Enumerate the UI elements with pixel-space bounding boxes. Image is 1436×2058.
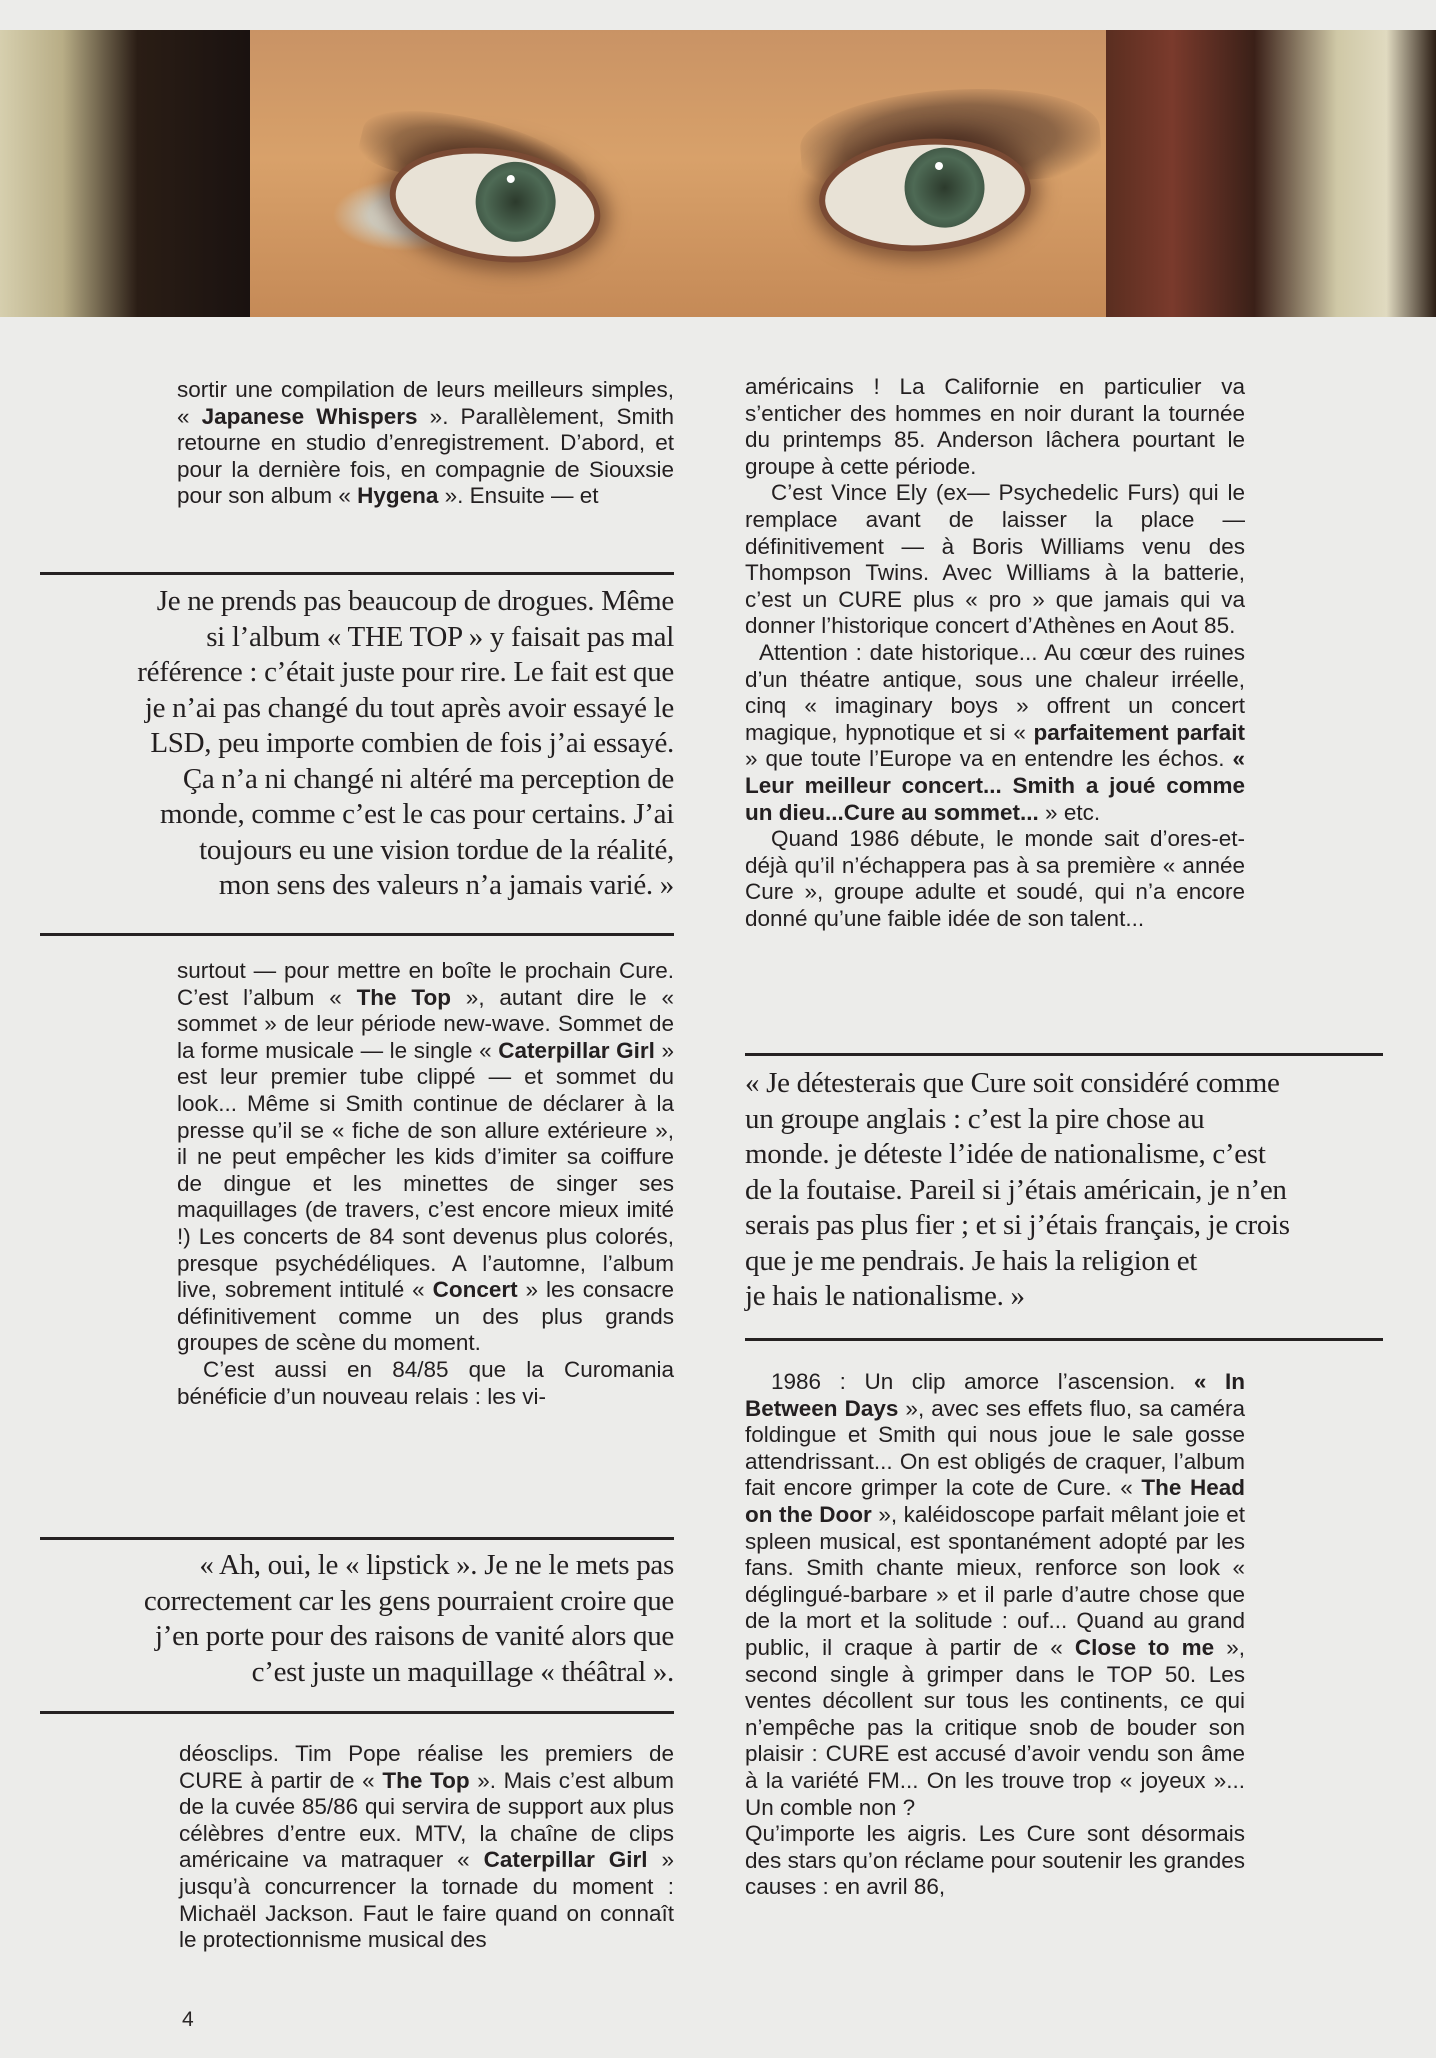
left-body-block-2 — [177, 958, 674, 1410]
quote-line: mon sens des valeurs n’a jamais varié. » — [218, 869, 674, 901]
quote-rule-bottom — [745, 1338, 1383, 1341]
emphasized-title: parfaitement parfait — [1033, 719, 1245, 745]
quote-rule-bottom — [40, 1711, 674, 1714]
header-photo — [0, 30, 1436, 317]
quote-line: j’en porte pour des raisons de vanité alors que — [154, 1620, 674, 1652]
quote-line: que je me pendrais. Je hais la religion et — [745, 1244, 1198, 1277]
quote-line: Ça n’a ni changé ni altéré ma perception de — [182, 762, 674, 795]
emphasized-title: Close to me — [1074, 1634, 1215, 1660]
left-body-block-1 — [177, 377, 674, 510]
right-body-block-1 — [745, 374, 1245, 932]
paragraph: C’est aussi en 84/85 que la Curomania bénéficie d’un nouveau relais : les vi- — [177, 1356, 674, 1409]
page-number: 4 — [182, 2008, 194, 2031]
quote-line: c’est juste un maquillage « théâtral ». — [251, 1655, 674, 1688]
iris-left — [470, 157, 560, 247]
quote-line: Je ne prends pas beaucoup de drogues. Même — [156, 585, 674, 617]
quote-line: monde. je déteste l’idée de nationalisme, c’est — [745, 1138, 1266, 1170]
pull-quote-lipstick — [40, 1548, 674, 1690]
quote-line: je hais le nationalisme. » — [745, 1280, 1025, 1312]
emphasized-title: Japanese Whispers — [201, 403, 418, 429]
paragraph: surtout — pour mettre en boîte le prochain Cure. C’est l’album « The Top », autant dire le « sommet » de leur période new-wave. Sommet de la forme musicale — le single « Caterpillar Girl » est leur premier tube clippé — et sommet du look... Même si Smith continue de déclarer à la presse qu’il se « fiche de son allure extérieure », il ne peut empêcher les kids d’imiter sa coiffure de dingue et les minettes de singer ses maquillages (de travers, c’est encore mieux imité !) Les concerts de 84 sont devenus plus colorés, presque psychédéliques. A l’automne, l’album live, sobrement intitulé « Concert » les consacre définitivement comme un des plus grands groupes de scène du moment. — [177, 958, 674, 1356]
pull-quote-nationalism — [745, 1066, 1395, 1315]
paragraph: Qu’importe les aigris. Les Cure sont désormais des stars qu’on réclame pour soutenir les grandes causes : en avril 86, — [745, 1821, 1245, 1900]
paragraph: américains ! La Californie en particulier va s’enticher des hommes en noir durant la tournée du printemps 85. Anderson lâchera pourtant le groupe à cette période. — [745, 374, 1245, 479]
emphasized-title: Concert — [432, 1277, 518, 1303]
paragraph: déosclips. Tim Pope réalise les premiers de CURE à partir de « The Top ». Mais c’est album de la cuvée 85/86 qui servira de support aux plus célèbres d’entre eux. MTV, la chaîne de clips américaine va matraquer « Caterpillar Girl » jusqu’à concurrencer la tornade du moment : Michaël Jackson. Faut le faire quand on connaît le protectionnisme musical des — [179, 1741, 674, 1953]
paragraph: Attention : date historique... Au cœur des ruines d’un théatre antique, sous une chaleur irréelle, cinq « imaginary boys » offrent un concert magique, hypnotique et si « parfaitement parfait » que toute l’Europe va en entendre les échos. « Leur meilleur concert... Smith a joué comme un dieu...Cure au sommet... » etc. — [745, 639, 1245, 825]
emphasized-title: « Leur meilleur concert... Smith a joué comme un dieu...Cure au sommet... — [745, 746, 1245, 825]
quote-line: de la foutaise. Pareil si j’étais américain, je n’en — [745, 1173, 1287, 1206]
quote-line: correctement car les gens pourraient croire que — [143, 1584, 674, 1617]
quote-line: LSD, peu importe combien de fois j’ai essayé. — [150, 727, 674, 759]
emphasized-title: Caterpillar Girl — [483, 1847, 648, 1873]
emphasized-title: The Top — [382, 1767, 470, 1793]
emphasized-title: The Top — [356, 984, 451, 1010]
quote-rule-top — [745, 1053, 1383, 1056]
quote-line: serais pas plus fier ; et si j’étais français, je crois — [745, 1209, 1290, 1241]
quote-line: monde, comme c’est le cas pour certains. J’ai — [160, 798, 674, 830]
quote-line: je n’ai pas changé du tout après avoir essayé le — [144, 691, 674, 724]
quote-rule-top — [40, 1537, 674, 1540]
paragraph: C’est Vince Ely (ex— Psychedelic Furs) qui le remplace avant de laisser la place — définitivement — à Boris Williams venu des Thompson Twins. Avec Williams à la batterie, c’est un CURE plus « pro » que jamais qui va donner l’historique concert d’Athènes en Aout 85. — [745, 480, 1245, 639]
left-body-block-3 — [179, 1741, 674, 1954]
emphasized-title: « In Between Days — [745, 1369, 1245, 1421]
pull-quote-drugs — [40, 584, 674, 904]
paragraph: Quand 1986 débute, le monde sait d’ores-et-déjà qu’il n’échappera pas à sa première « année Cure », groupe adulte et soudé, qui n’a encore donné qu’une faible idée de son talent... — [745, 826, 1245, 931]
iris-right — [902, 145, 987, 230]
quote-line: toujours eu une vision tordue de la réalité, — [199, 833, 674, 866]
emphasized-title: Caterpillar Girl — [498, 1037, 655, 1063]
quote-line: référence : c’était juste pour rire. Le fait est que — [137, 656, 674, 688]
quote-rule-top — [40, 572, 674, 575]
right-body-block-2 — [745, 1369, 1245, 1901]
paragraph: 1986 : Un clip amorce l’ascension. « In Between Days », avec ses effets fluo, sa caméra foldingue et Smith qui nous joue le sale gosse attendrissant... On est obligés de craquer, l’album fait encore grimper la cote de Cure. « The Head on the Door », kaléidoscope parfait mêlant joie et spleen musical, est spontanément adopté par les fans. Smith chante mieux, renforce son look « déglingué-barbare » et il parle d’autre chose que de la mort et la solitude : ouf... Quand au grand public, il craque à partir de « Close to me », second single à grimper dans le TOP 50. Les ventes décollent sur tous les continents, ce qui n’empêche pas la critique snob de bouder son plaisir : CURE est accusé d’avoir vendu son âme à la variété FM... On les trouve trop « joyeux »... Un comble non ? — [745, 1369, 1245, 1820]
paragraph: sortir une compilation de leurs meilleurs simples, « Japanese Whispers ». Parallèlement, Smith retourne en studio d’enregistrement. D’abord, et pour la dernière fois, en compagnie de Siouxsie pour son album « Hygena ». Ensuite — et — [177, 377, 675, 509]
hair-left — [0, 30, 250, 317]
quote-line: « Je détesterais que Cure soit considéré comme — [745, 1067, 1280, 1099]
emphasized-title: Hygena — [357, 483, 439, 509]
quote-line: un groupe anglais : c’est la pire chose au — [745, 1102, 1205, 1135]
hair-right — [1106, 30, 1436, 317]
quote-rule-bottom — [40, 933, 674, 936]
quote-line: « Ah, oui, le « lipstick ». Je ne le mets pas — [199, 1549, 674, 1581]
emphasized-title: The Head on the Door — [745, 1475, 1245, 1527]
quote-line: si l’album « THE TOP » y faisait pas mal — [206, 620, 674, 653]
